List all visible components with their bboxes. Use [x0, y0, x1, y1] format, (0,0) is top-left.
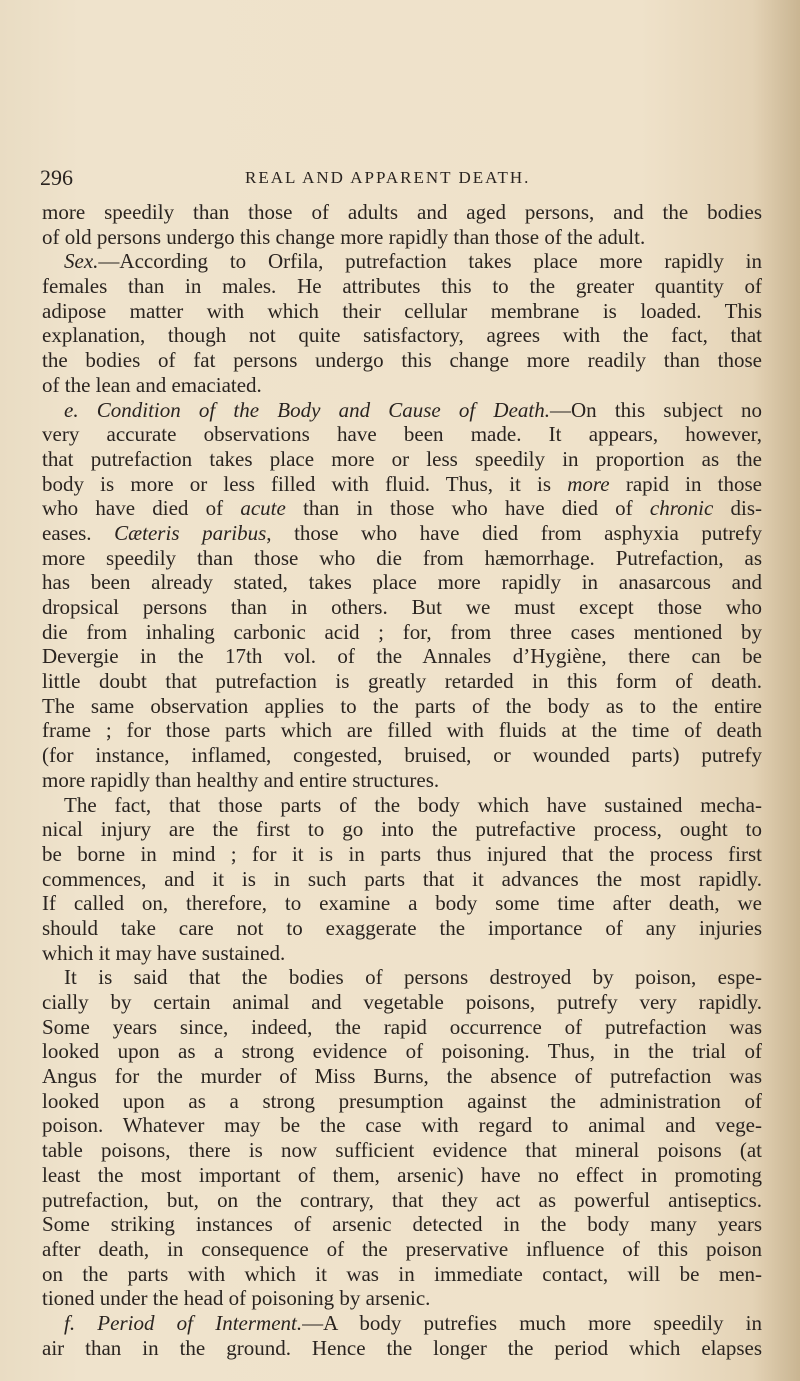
- text-line: [42, 200, 762, 225]
- text-line: [42, 1163, 762, 1188]
- text-run: more rapidly than healthy and entire structures.: [42, 767, 440, 792]
- text-run: commences, and it is in such parts that it advances the most rapidly.: [42, 866, 762, 891]
- text-line: [42, 249, 762, 274]
- text-run: poison. Whatever may be the case with regard to animal and vege-: [42, 1113, 762, 1138]
- text-line: [42, 225, 762, 250]
- text-line: [42, 694, 762, 719]
- text-line: [42, 1262, 762, 1287]
- text-line: [42, 447, 762, 472]
- text-run: putrefaction, but, on the contrary, that they act as powerful antiseptics.: [42, 1187, 762, 1212]
- text-line: [42, 1089, 762, 1114]
- text-line: [42, 373, 762, 398]
- text-line: [42, 348, 762, 373]
- text-run: The same observation applies to the parts of the body as to the entire: [42, 693, 762, 718]
- text-run: (for instance, inflamed, congested, bruised, or wounded parts) putrefy: [42, 743, 762, 768]
- text-run: dropsical persons than in others. But we must except those who: [42, 595, 762, 619]
- text-run: little doubt that putrefaction is greatly retarded in this form of death.: [42, 669, 762, 694]
- text-line: [42, 472, 762, 497]
- text-run: air than in the ground. Hence the longer the period which elapses: [42, 1335, 762, 1360]
- text-run: Angus for the murder of Miss Burns, the absence of putrefaction was: [42, 1064, 762, 1089]
- italic-text: acute: [240, 496, 286, 521]
- text-run: Some striking instances of arsenic detected in the body many years: [42, 1212, 762, 1237]
- text-run: rapid in those: [609, 471, 762, 496]
- text-line: [42, 793, 762, 818]
- text-run: eases.: [42, 520, 115, 545]
- text-line: [42, 644, 762, 669]
- text-line: [42, 1286, 762, 1311]
- text-run: looked upon as a strong evidence of poisoning. Thus, in the trial of: [42, 1039, 762, 1064]
- text-run: the bodies of fat persons undergo this change more readily than those: [42, 348, 762, 373]
- text-line: [42, 521, 762, 546]
- text-line: [42, 842, 762, 867]
- page-number: 296: [40, 165, 73, 190]
- text-run: be borne in mind ; for it is in parts thus injured that the process first: [42, 841, 762, 866]
- text-run: of the lean and emaciated.: [42, 372, 262, 397]
- text-line: [42, 274, 762, 299]
- text-run: adipose matter with which their cellular membrane is loaded. This: [42, 298, 762, 323]
- text-run: more speedily than those of adults and aged persons, and the bodies: [42, 200, 762, 224]
- text-run: should take care not to exaggerate the importance of any injuries: [42, 915, 762, 940]
- text-run: Devergie in the 17th vol. of the Annales d’Hygiène, there can be: [42, 644, 762, 669]
- text-line: [42, 1237, 762, 1262]
- text-run: If called on, therefore, to examine a body some time after death, we: [42, 891, 762, 916]
- text-run: who have died of: [42, 496, 241, 521]
- text-line: [42, 595, 762, 620]
- text-line: [42, 1113, 762, 1138]
- text-line: [42, 817, 762, 842]
- text-line: [42, 718, 762, 743]
- text-line: [42, 323, 762, 348]
- text-run: —On this subject no: [550, 397, 763, 422]
- text-run: looked upon as a strong presumption against the administration of: [42, 1088, 762, 1113]
- text-run: Some years since, indeed, the rapid occurrence of putrefaction was: [42, 1014, 762, 1039]
- text-line: [42, 1015, 762, 1040]
- text-run: nical injury are the first to go into the putrefactive process, ought to: [42, 817, 762, 842]
- text-run: more speedily than those who die from hæmorrhage. Putrefaction, as: [42, 545, 762, 570]
- italic-text: Sex.: [64, 249, 99, 274]
- text-run: , those who have died from asphyxia putrefy: [266, 520, 762, 545]
- text-line: [42, 867, 762, 892]
- text-run: of old persons undergo this change more rapidly than those of the adult.: [42, 224, 646, 249]
- text-line: [42, 1138, 762, 1163]
- italic-text: e. Condition of the Body and Cause of Death.: [64, 397, 550, 422]
- text-run: —According to Orfila, putrefaction takes place more rapidly in: [98, 249, 762, 274]
- text-line: [42, 422, 762, 447]
- text-run: table poisons, there is now sufficient evidence that mineral poisons (at: [42, 1138, 762, 1163]
- text-line: [42, 1064, 762, 1089]
- text-run: very accurate observations have been made. It appears, however,: [42, 422, 762, 447]
- text-run: which it may have sustained.: [42, 940, 286, 965]
- italic-text: f. Period of Interment.: [64, 1310, 303, 1335]
- text-run: cially by certain animal and vegetable poisons, putrefy very rapidly.: [42, 990, 762, 1014]
- italic-text: chronic: [649, 496, 714, 521]
- text-line: [42, 570, 762, 595]
- text-run: It is said that the bodies of persons destroyed by poison, espe-: [64, 965, 762, 990]
- text-line: [42, 669, 762, 694]
- text-line: [42, 1212, 762, 1237]
- text-run: that putrefaction takes place more or less speedily in proportion as the: [42, 446, 762, 471]
- text-line: [42, 941, 762, 966]
- text-line: [42, 891, 762, 916]
- text-run: die from inhaling carbonic acid ; for, from three cases mentioned by: [42, 619, 762, 644]
- text-run: The fact, that those parts of the body which have sustained mecha-: [64, 792, 762, 817]
- text-line: [42, 496, 762, 521]
- text-line: [42, 299, 762, 324]
- text-run: explanation, though not quite satisfactory, agrees with the fact, that: [42, 323, 762, 348]
- text-run: —A body putrefies much more speedily in: [302, 1310, 762, 1335]
- text-run: than in those who have died of: [285, 496, 650, 521]
- text-run: body is more or less filled with fluid. Thus, it is: [42, 471, 568, 496]
- italic-text: Cæteris paribus: [114, 520, 267, 545]
- italic-text: more: [567, 471, 610, 496]
- text-line: [42, 1336, 762, 1361]
- text-run: females than in males. He attributes this to the greater quantity of: [42, 274, 762, 299]
- text-line: [42, 546, 762, 571]
- text-line: [42, 916, 762, 941]
- text-line: [42, 1188, 762, 1213]
- running-title: REAL AND APPARENT DEATH.: [245, 168, 531, 187]
- text-line: [42, 1039, 762, 1064]
- text-run: has been already stated, takes place more rapidly in anasarcous and: [42, 570, 762, 595]
- text-line: [42, 620, 762, 645]
- text-run: frame ; for those parts which are filled with fluids at the time of death: [42, 718, 762, 743]
- text-line: [42, 768, 762, 793]
- text-line: [42, 990, 762, 1015]
- text-run: dis-: [713, 496, 763, 521]
- text-line: [42, 743, 762, 768]
- text-run: on the parts with which it was in immediate contact, will be men-: [42, 1261, 762, 1286]
- body-text: [42, 200, 762, 1360]
- text-line: [42, 398, 762, 423]
- text-line: [42, 965, 762, 990]
- text-run: after death, in consequence of the preservative influence of this poison: [42, 1236, 762, 1261]
- text-run: least the most important of them, arsenic) have no effect in promoting: [42, 1162, 762, 1187]
- text-run: tioned under the head of poisoning by arsenic.: [42, 1286, 431, 1311]
- text-line: [42, 1311, 762, 1336]
